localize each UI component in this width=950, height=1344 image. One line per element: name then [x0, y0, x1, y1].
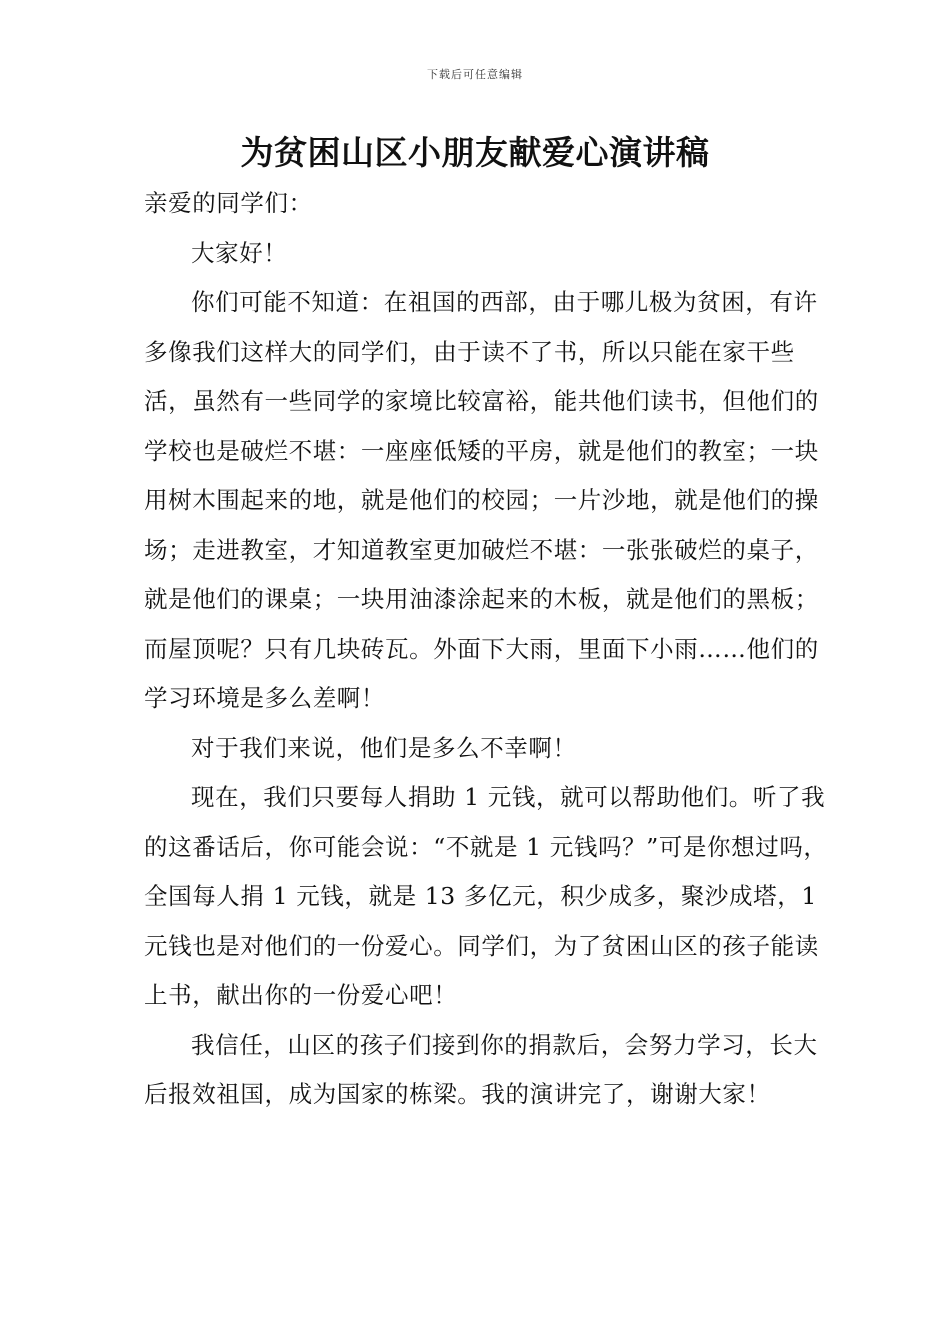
speech-body — [144, 179, 834, 1120]
paragraph-4: 我信任，山区的孩子们接到你的捐款后，会努力学习，长大后报效祖国，成为国家的栋梁。我的演讲完了，谢谢大家！ — [144, 1030, 818, 1108]
greeting: 大家好！ — [191, 238, 288, 267]
paragraph-3: 现在，我们只要每人捐助 1 元钱，就可以帮助他们。听了我的这番话后，你可能会说：“不就是 1 元钱吗？”可是你想过吗，全国每人捐 1 元钱，就是 13 多亿元，积少成多，聚沙成塔，1 元钱也是对他们的一份爱心。同学们，为了贫困山区的孩子能读上书，献出你的一份爱心吧！ — [144, 783, 828, 1009]
paragraph-1: 你们可能不知道：在祖国的西部，由于哪儿极为贫困，有许多像我们这样大的同学们，由于读不了书，所以只能在家干些活，虽然有一些同学的家境比较富裕，能共他们读书，但他们的学校也是破烂不堪：一座座低矮的平房，就是他们的教室；一块用树木围起来的地，就是他们的校园；一片沙地，就是他们的操场；走进教室，才知道教室更加破烂不堪：一张张破烂的桌子，就是他们的课桌；一块用油漆涂起来的木板，就是他们的黑板；而屋顶呢？只有几块砖瓦。外面下大雨，里面下小雨……他们的学习环境是多么差啊！ — [144, 288, 819, 712]
salutation: 亲爱的同学们： — [144, 189, 313, 217]
header-note: 下载后可任意编辑 — [427, 68, 523, 81]
document-title: 为贫困山区小朋友献爱心演讲稿 — [240, 133, 710, 172]
paragraph-2: 对于我们来说，他们是多么不幸啊！ — [191, 733, 577, 762]
